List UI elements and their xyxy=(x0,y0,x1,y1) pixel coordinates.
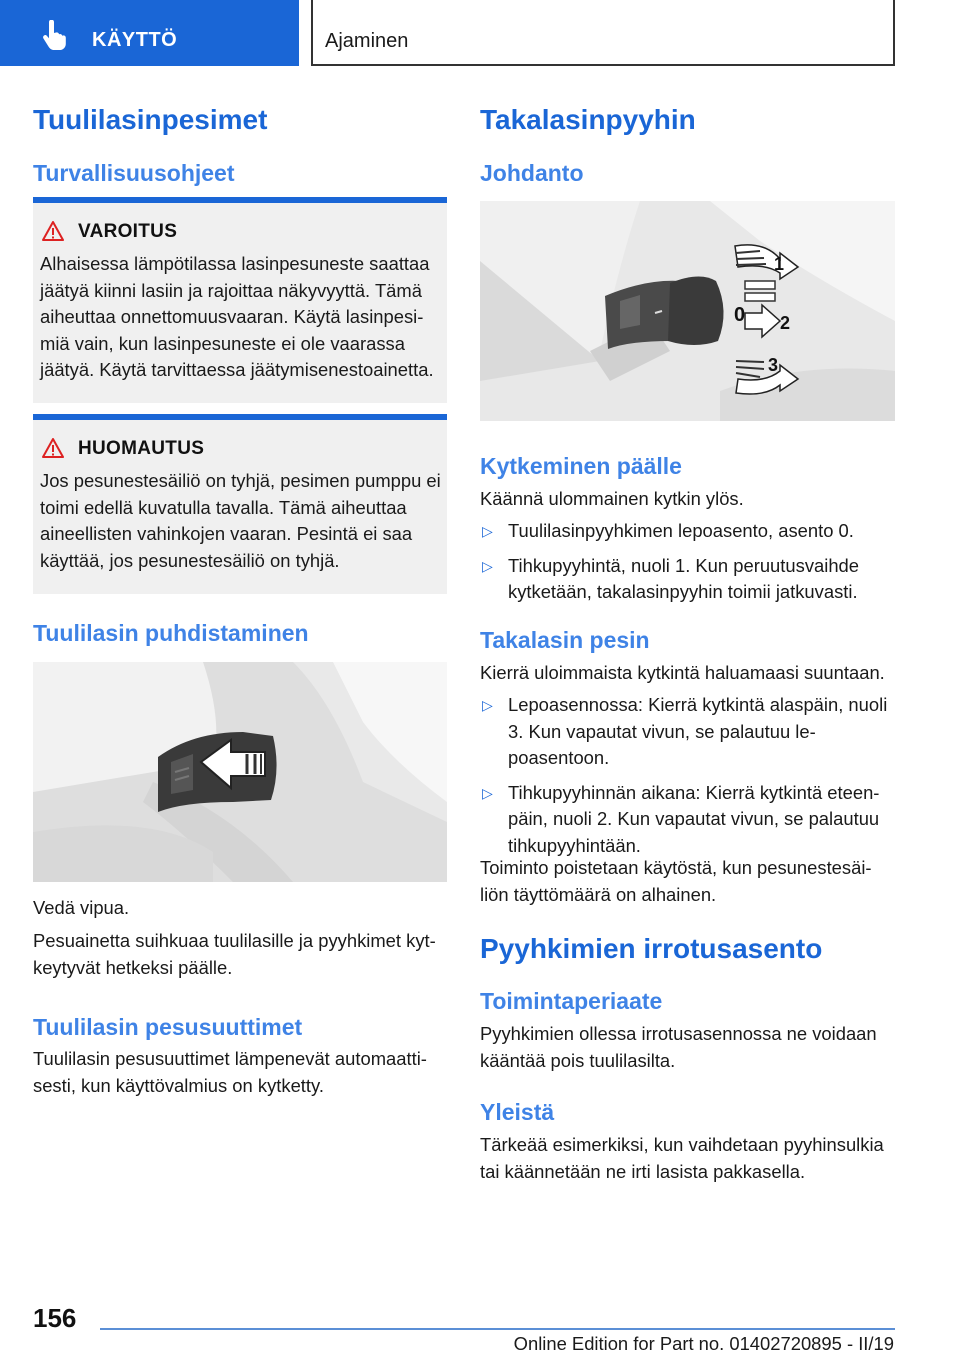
label-position-1: 1 xyxy=(774,254,785,274)
wiper-lever-pull-image xyxy=(33,662,447,882)
warning-title: VAROITUS xyxy=(78,221,178,242)
pull-lever-text: Vedä vipua. xyxy=(33,897,130,918)
label-position-0: 0 xyxy=(734,304,746,326)
rear-wiper-switch-image xyxy=(480,201,895,421)
washer-disabled-text: Toiminto poistetaan käytöstä, kun pesunestesäi-liön täyttömäärä on alhainen. xyxy=(480,857,872,905)
edition-text: Online Edition for Part no. 01402720895 - II/19 xyxy=(513,1333,894,1354)
heading-switch-on: Kytkeminen päälle xyxy=(480,453,682,479)
list-item-text: Lepoasennossa: Kierrä kytkintä alaspäin, nuoli 3. Kun vapautat vivun, se palautuu le-poasentoon. xyxy=(508,694,888,768)
list-item xyxy=(480,518,895,545)
principle-text: Pyyhkimien ollessa irrotusasennossa ne voidaan kääntää pois tuulilasilta. xyxy=(480,1023,877,1071)
heading-rear-wiper: Takalasinpyyhin xyxy=(480,104,696,135)
list-item xyxy=(480,553,895,606)
warning-body: Alhaisessa lämpötilassa lasinpesuneste saattaa jäätyä kiinni lasiin ja rajoittaa näkyvyyttä. Tämä aiheuttaa onnettomuusvaaran. Käytä lasinpesi-miä vain, kun lasinpesuneste ei ole vaarassa jäätyä. Käytä tarvittaessa jäätymisenestoainetta. xyxy=(40,253,434,380)
heading-washer-nozzles: Tuulilasin pesusuuttimet xyxy=(33,1014,303,1040)
warning-triangle-icon xyxy=(42,220,64,242)
header-border-bottom xyxy=(311,64,895,66)
label-position-2: 2 xyxy=(780,313,791,333)
heading-wiper-service-position: Pyyhkimien irrotusasento xyxy=(480,933,823,964)
bullet-triangle-icon: ▷ xyxy=(482,523,493,539)
bullet-triangle-icon: ▷ xyxy=(482,697,493,713)
warning-box xyxy=(33,197,447,403)
rear-washer-list xyxy=(480,692,895,867)
heading-safety: Turvallisuusohjeet xyxy=(33,160,235,186)
hand-pointer-icon xyxy=(40,20,68,50)
list-item xyxy=(480,780,895,860)
header-divider xyxy=(311,0,313,66)
list-item xyxy=(480,692,895,772)
heading-rear-washer: Takalasin pesin xyxy=(480,627,650,653)
label-position-3: 3 xyxy=(768,355,779,375)
heading-windscreen-cleaning: Tuulilasin puhdistaminen xyxy=(33,620,309,646)
notice-title: HUOMAUTUS xyxy=(78,438,205,459)
heading-principle: Toimintaperiaate xyxy=(480,988,663,1014)
rear-wiper-switch-illustration xyxy=(480,201,895,421)
heading-general: Yleistä xyxy=(480,1099,555,1125)
section-tab[interactable] xyxy=(0,0,299,66)
list-item-text: Tuulilasinpyyhkimen lepoasento, asento 0. xyxy=(508,520,854,541)
wiper-lever-pull-illustration xyxy=(33,662,447,882)
switch-on-list xyxy=(480,518,895,614)
notice-triangle-icon xyxy=(42,437,64,459)
page-number: 156 xyxy=(33,1303,77,1333)
general-text: Tärkeää esimerkiksi, kun vaihdetaan pyyhinsulkia tai käännetään ne irti lasista pakkasella. xyxy=(480,1134,884,1182)
heading-windscreen-washers: Tuulilasinpesimet xyxy=(33,104,268,135)
chapter-title: Ajaminen xyxy=(325,30,409,52)
footer-divider xyxy=(100,1328,895,1330)
rear-washer-text: Kierrä uloimmaista kytkintä haluamaasi suuntaan. xyxy=(480,662,885,683)
bullet-triangle-icon: ▷ xyxy=(482,557,493,574)
list-item-text: Tihkupyyhintä, nuoli 1. Kun peruutusvaihde kytketään, takalasinpyyhin toimii jatkuvasti. xyxy=(508,554,860,602)
header-border-right xyxy=(893,0,895,66)
heading-introduction: Johdanto xyxy=(480,160,584,186)
notice-box xyxy=(33,414,447,594)
switch-on-text: Käännä ulommainen kytkin ylös. xyxy=(480,488,744,509)
section-label: KÄYTTÖ xyxy=(92,29,178,51)
spray-text: Pesuainetta suihkuaa tuulilasille ja pyyhkimet kyt-keytyvät hetkeksi päälle. xyxy=(33,930,436,978)
warning-topbar xyxy=(33,197,447,203)
list-item-text: Tihkupyyhinnän aikana: Kierrä kytkintä eteen-päin, nuoli 2. Kun vapautat vivun, se palautuu tihkupyyhintään. xyxy=(508,781,880,856)
washer-nozzles-text: Tuulilasin pesusuuttimet lämpenevät automaatti-sesti, kun käyttövalmius on kytketty. xyxy=(33,1048,427,1096)
bullet-triangle-icon: ▷ xyxy=(482,784,493,801)
notice-topbar xyxy=(33,414,447,420)
notice-body: Jos pesunestesäiliö on tyhjä, pesimen pumppu ei toimi edellä kuvatulla tavalla. Tämä aiheuttaa aineellisten vahinkojen vaaran. Pesintä ei saa käyttää, jos pesunestesäiliö on tyhjä. xyxy=(40,470,441,571)
